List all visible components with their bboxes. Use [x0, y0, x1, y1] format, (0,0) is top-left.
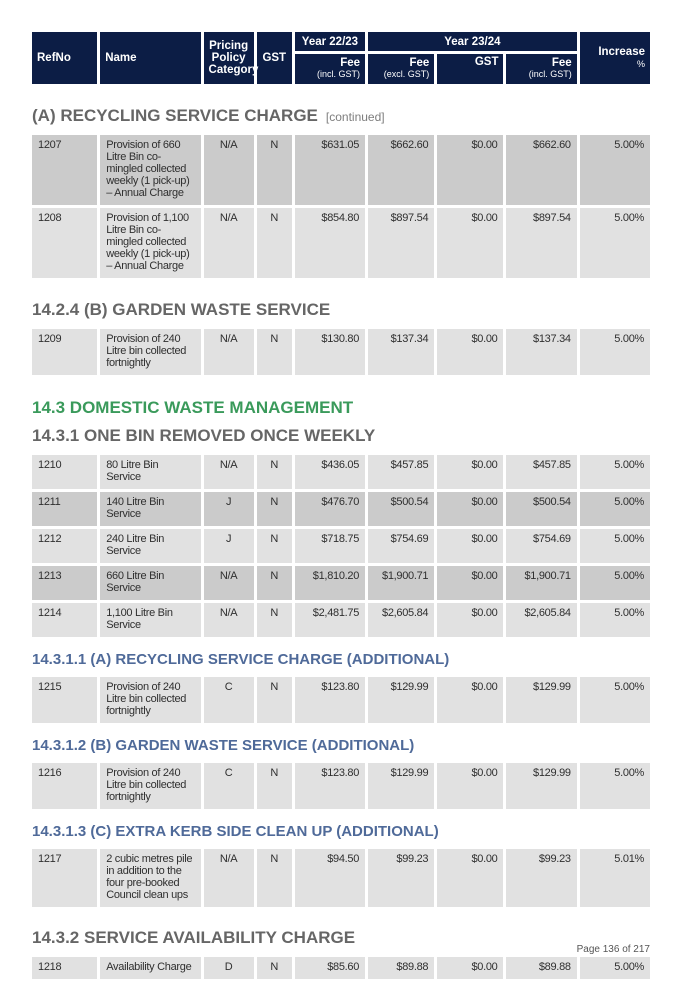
cell-category: D	[204, 957, 254, 979]
section-title-domestic-waste: 14.3 DOMESTIC WASTE MANAGEMENT	[32, 398, 354, 417]
cell-fee-2223: $476.70	[295, 492, 365, 526]
fees-table-one-bin	[29, 452, 653, 640]
section-title-garden-waste: 14.2.4 (B) GARDEN WASTE SERVICE	[32, 300, 331, 319]
header-fee-label: Fee	[551, 57, 572, 69]
table-row	[32, 455, 650, 489]
section-title-availability: 14.3.2 SERVICE AVAILABILITY CHARGE	[32, 928, 356, 947]
table-row	[32, 208, 650, 278]
cell-category: N/A	[204, 849, 254, 907]
cell-gst-amount: $0.00	[437, 566, 503, 600]
cell-fee-2223: $2,481.75	[295, 603, 365, 637]
cell-increase: 5.00%	[580, 529, 650, 563]
cell-category: J	[204, 529, 254, 563]
fees-table-garden-waste	[29, 326, 653, 378]
cell-fee-incl: $137.34	[506, 329, 576, 375]
cell-name: 2 cubic metres pile in addition to the four pre-booked Council clean ups	[100, 849, 200, 907]
header-pricing-category	[204, 32, 259, 84]
cell-name: Provision of 1,100 Litre Bin co-mingled collected weekly (1 pick-up) – Annual Charge	[100, 208, 200, 278]
cell-gst-amount: $0.00	[437, 455, 503, 489]
cell-gst: N	[257, 455, 292, 489]
section-title-kerb-clean-up: 14.3.1.3 (C) EXTRA KERB SIDE CLEAN UP (ADDITIONAL)	[32, 823, 439, 840]
cell-fee-incl: $662.60	[506, 135, 576, 205]
cell-increase: 5.00%	[580, 677, 650, 723]
fees-table-availability	[29, 954, 653, 982]
cell-fee-excl: $137.34	[368, 329, 434, 375]
fees-table-recycling	[29, 132, 653, 281]
table-row	[32, 677, 650, 723]
cell-name: Availability Charge	[100, 957, 200, 979]
cell-gst-amount: $0.00	[437, 849, 503, 907]
table-row	[32, 566, 650, 600]
cell-name: Provision of 240 Litre bin collected fortnightly	[100, 329, 200, 375]
fees-table-recycling-additional	[29, 674, 653, 726]
cell-gst-amount: $0.00	[437, 492, 503, 526]
cell-category: C	[204, 677, 254, 723]
cell-fee-excl: $754.69	[368, 529, 434, 563]
table-row	[32, 849, 650, 907]
cell-increase: 5.00%	[580, 492, 650, 526]
header-refno: RefNo	[32, 32, 97, 84]
cell-refno: 1212	[32, 529, 97, 563]
cell-refno: 1208	[32, 208, 97, 278]
cell-fee-excl: $89.88	[368, 957, 434, 979]
cell-gst: N	[257, 208, 292, 278]
section-title-recycling-additional: 14.3.1.1 (A) RECYCLING SERVICE CHARGE (ADDITIONAL)	[32, 651, 450, 668]
cell-increase: 5.00%	[580, 603, 650, 637]
cell-fee-2223: $854.80	[295, 208, 365, 278]
cell-fee-2223: $85.60	[295, 957, 365, 979]
cell-name: Provision of 660 Litre Bin co-mingled collected weekly (1 pick-up) – Annual Charge	[100, 135, 200, 205]
cell-gst: N	[257, 677, 292, 723]
cell-gst: N	[257, 529, 292, 563]
cell-name: Provision of 240 Litre bin collected fortnightly	[100, 763, 200, 809]
cell-refno: 1214	[32, 603, 97, 637]
cell-increase: 5.00%	[580, 135, 650, 205]
header-fee-label: Fee	[340, 57, 361, 69]
cell-fee-incl: $500.54	[506, 492, 576, 526]
cell-fee-incl: $129.99	[506, 763, 576, 809]
cell-fee-2223: $1,810.20	[295, 566, 365, 600]
cell-increase: 5.00%	[580, 208, 650, 278]
cell-refno: 1213	[32, 566, 97, 600]
cell-category: N/A	[204, 566, 254, 600]
cell-gst-amount: $0.00	[437, 329, 503, 375]
cell-fee-excl: $99.23	[368, 849, 434, 907]
cell-fee-incl: $129.99	[506, 677, 576, 723]
header-excl-gst: (excl. GST)	[383, 69, 430, 79]
header-gst: GST	[257, 32, 292, 84]
cell-fee-incl: $754.69	[506, 529, 576, 563]
cell-name: 240 Litre Bin Service	[100, 529, 200, 563]
cell-fee-incl: $1,900.71	[506, 566, 576, 600]
cell-fee-incl: $457.85	[506, 455, 576, 489]
page-number: Page 136 of 217	[576, 944, 650, 955]
cell-gst: N	[257, 603, 292, 637]
header-fee-incl	[506, 54, 576, 84]
cell-fee-2223: $123.80	[295, 677, 365, 723]
header-year-2223: Year 22/23	[295, 32, 365, 51]
cell-fee-incl: $2,605.84	[506, 603, 576, 637]
cell-gst-amount: $0.00	[437, 957, 503, 979]
cell-fee-2223: $94.50	[295, 849, 365, 907]
header-fee-excl	[368, 54, 434, 84]
cell-gst: N	[257, 492, 292, 526]
header-fee-label: Fee	[409, 57, 430, 69]
header-pricing-line1: Pricing	[209, 40, 249, 52]
cell-fee-excl: $129.99	[368, 677, 434, 723]
cell-gst: N	[257, 566, 292, 600]
cell-category: N/A	[204, 603, 254, 637]
fees-header-table	[29, 29, 653, 87]
header-pricing-line3: Category	[208, 64, 259, 76]
cell-category: N/A	[204, 208, 254, 278]
table-row	[32, 492, 650, 526]
cell-name: 660 Litre Bin Service	[100, 566, 200, 600]
cell-name: 80 Litre Bin Service	[100, 455, 200, 489]
header-increase-label: Increase	[598, 46, 645, 58]
cell-gst: N	[257, 135, 292, 205]
cell-fee-2223: $130.80	[295, 329, 365, 375]
header-incl-gst: (incl. GST)	[528, 69, 572, 79]
cell-name: Provision of 240 Litre bin collected fortnightly	[100, 677, 200, 723]
cell-refno: 1211	[32, 492, 97, 526]
cell-category: N/A	[204, 455, 254, 489]
continued-note: [continued]	[325, 110, 385, 124]
header-gst-2324: GST	[437, 54, 503, 84]
cell-fee-excl: $897.54	[368, 208, 434, 278]
cell-gst-amount: $0.00	[437, 135, 503, 205]
cell-refno: 1209	[32, 329, 97, 375]
cell-increase: 5.00%	[580, 566, 650, 600]
section-title-garden-additional: 14.3.1.2 (B) GARDEN WASTE SERVICE (ADDITIONAL)	[32, 737, 415, 754]
cell-category: N/A	[204, 135, 254, 205]
cell-gst-amount: $0.00	[437, 603, 503, 637]
section-title-one-bin: 14.3.1 ONE BIN REMOVED ONCE WEEKLY	[32, 426, 376, 445]
cell-refno: 1218	[32, 957, 97, 979]
cell-fee-excl: $662.60	[368, 135, 434, 205]
cell-fee-excl: $457.85	[368, 455, 434, 489]
cell-gst: N	[257, 329, 292, 375]
table-row	[32, 957, 650, 979]
cell-fee-2223: $436.05	[295, 455, 365, 489]
fees-table-garden-additional	[29, 760, 653, 812]
cell-category: J	[204, 492, 254, 526]
cell-refno: 1210	[32, 455, 97, 489]
cell-fee-2223: $631.05	[295, 135, 365, 205]
fees-document	[32, 32, 650, 982]
header-incl-gst: (incl. GST)	[317, 69, 361, 79]
table-row	[32, 763, 650, 809]
cell-refno: 1215	[32, 677, 97, 723]
table-row	[32, 329, 650, 375]
cell-refno: 1216	[32, 763, 97, 809]
cell-fee-2223: $718.75	[295, 529, 365, 563]
cell-name: 1,100 Litre Bin Service	[100, 603, 200, 637]
header-percent: %	[636, 59, 645, 69]
cell-gst-amount: $0.00	[437, 529, 503, 563]
cell-increase: 5.01%	[580, 849, 650, 907]
cell-gst: N	[257, 957, 292, 979]
cell-fee-2223: $123.80	[295, 763, 365, 809]
cell-gst: N	[257, 849, 292, 907]
header-name: Name	[100, 32, 200, 84]
table-row	[32, 529, 650, 563]
cell-increase: 5.00%	[580, 329, 650, 375]
header-pricing-line2: Policy	[211, 52, 246, 64]
header-fee-2223	[295, 54, 365, 84]
cell-refno: 1207	[32, 135, 97, 205]
table-row	[32, 603, 650, 637]
fees-table-kerb-clean-up	[29, 846, 653, 910]
cell-fee-excl: $1,900.71	[368, 566, 434, 600]
section-title-text: (A) RECYCLING SERVICE CHARGE	[32, 106, 318, 125]
cell-gst-amount: $0.00	[437, 763, 503, 809]
section-title-recycling	[32, 106, 650, 126]
table-row	[32, 135, 650, 205]
cell-fee-excl: $500.54	[368, 492, 434, 526]
cell-increase: 5.00%	[580, 957, 650, 979]
cell-gst: N	[257, 763, 292, 809]
cell-gst-amount: $0.00	[437, 677, 503, 723]
cell-refno: 1217	[32, 849, 97, 907]
cell-category: N/A	[204, 329, 254, 375]
header-year-2324: Year 23/24	[368, 32, 577, 51]
header-increase	[580, 32, 650, 84]
cell-name: 140 Litre Bin Service	[100, 492, 200, 526]
cell-increase: 5.00%	[580, 763, 650, 809]
cell-fee-incl: $897.54	[506, 208, 576, 278]
cell-fee-excl: $2,605.84	[368, 603, 434, 637]
cell-category: C	[204, 763, 254, 809]
cell-fee-incl: $99.23	[506, 849, 576, 907]
cell-increase: 5.00%	[580, 455, 650, 489]
cell-gst-amount: $0.00	[437, 208, 503, 278]
cell-fee-incl: $89.88	[506, 957, 576, 979]
cell-fee-excl: $129.99	[368, 763, 434, 809]
